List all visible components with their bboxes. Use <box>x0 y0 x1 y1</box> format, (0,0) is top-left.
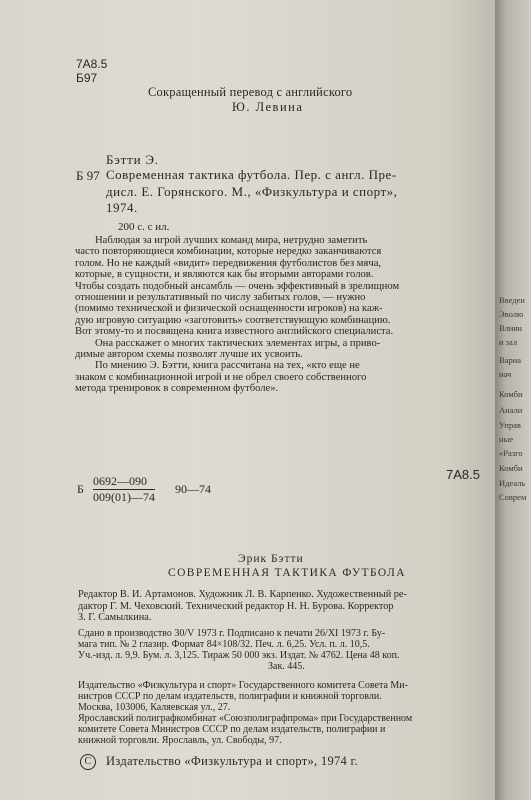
right-page-fragment: и зал <box>499 337 518 347</box>
print-details-line: мага тип. № 2 глазир. Формат 84×108/32. Печ. л. 6,25. Усл. п. л. 10,5. <box>78 639 370 650</box>
print-details-line: Уч.-изд. л. 9,9. Бум. л. 3,125. Тираж 50 000 экз. Издат. № 4762. Цена 48 коп. <box>78 650 400 661</box>
card-author: Бэтти Э. <box>106 152 159 167</box>
print-details-line: Сдано в производство 30/V 1973 г. Подписано к печати 26/XI 1973 г. Бу- <box>78 628 386 639</box>
code-prefix: Б <box>77 482 84 496</box>
publisher-line: Издательство «Физкультура и спорт» Государственного комитета Совета Ми- <box>78 680 408 691</box>
imprint-editors-line: З. Г. Самылкина. <box>78 612 152 624</box>
publisher-line: комитете Совета Министров СССР по делам издательств, полиграфии и <box>78 724 386 735</box>
code-suffix: 90—74 <box>175 482 211 496</box>
code-fraction <box>93 474 155 505</box>
classification-code-line2: Б97 <box>76 71 98 85</box>
adjacent-page-edge <box>495 0 531 800</box>
card-title-line: Современная тактика футбола. Пер. с англ. Пре- <box>106 167 397 182</box>
translation-note-line1: Сокращенный перевод с английского <box>148 85 353 99</box>
card-annotation <box>75 235 480 395</box>
imprint-title: СОВРЕМЕННАЯ ТАКТИКА ФУТБОЛА <box>168 567 406 579</box>
imprint-print-details <box>78 628 399 672</box>
translation-note-translator: Ю. Левина <box>232 100 304 114</box>
annotation-line: отношении и результативный по числу забитых голов, — нужно <box>75 292 366 304</box>
imprint-copyright <box>80 754 358 770</box>
annotation-line: Чтобы создать подобный ансамбль — очень эффективный в зрелищном <box>75 280 400 292</box>
annotation-line: дую игровую ситуацию «заготовить» соответствующую комбинацию. <box>75 314 391 326</box>
right-page-fragment: Эволю <box>499 309 524 319</box>
annotation-line: Она расскажет о многих тактических элементах игры, а приво- <box>95 337 381 349</box>
annotation-line: (помимо технической и физической оснащенности игроков) на каж- <box>75 303 383 315</box>
annotation-line: часто повторяющиеся комбинации, которые нередко заканчиваются <box>75 246 382 258</box>
annotation-line: метода тренировок в современном футболе». <box>75 383 279 395</box>
annotation-line: Наблюдая за игрой лучших команд мира, нетрудно заметить <box>95 235 368 246</box>
card-title <box>106 167 397 217</box>
code-denominator: 009(01)—74 <box>93 490 155 504</box>
copyright-symbol: C <box>80 754 96 770</box>
card-pages: 200 с. с ил. <box>118 221 170 233</box>
copyright-text: Издательство «Физкультура и спорт», 1974 г. <box>106 754 358 768</box>
publisher-line: Москва, 103006, Каляевская ул., 27. <box>78 702 231 713</box>
right-page-fragment: Комби <box>499 463 523 473</box>
annotation-line: голом. Но не каждый «видит» передвижения футболистов без мяча, <box>75 257 382 269</box>
annotation-line: которые, в сущности, и являются как бы вторыми авторами голов. <box>75 269 374 281</box>
annotation-line: димые автором схемы позволят лучше их усвоить. <box>75 349 303 361</box>
right-page-fragment: нач <box>499 369 512 379</box>
publisher-line: Ярославский полиграфкомбинат «Союзполиграфпрома» при Государственном <box>78 713 413 724</box>
right-page-fragment: Управ <box>499 420 521 430</box>
code-numerator: 0692—090 <box>93 474 155 490</box>
right-page-fragment: Вариа <box>499 355 522 365</box>
classification-code <box>76 57 107 85</box>
right-page-fragment: Соврем <box>499 492 527 502</box>
imprint-editors-line: дактор Г. М. Чеховский. Технический редактор Н. Н. Бурова. Корректор <box>78 600 394 612</box>
classification-code-line1: 7А8.5 <box>76 57 108 71</box>
code-right: 7А8.5 <box>446 467 480 482</box>
publisher-line: нистров СССР по делам издательств, полиграфии и книжной торговли. <box>78 691 382 702</box>
publisher-line: книжной торговли. Ярославль, ул. Свободы, 97. <box>78 735 282 746</box>
annotation-line: знаком с комбинационной игрой и не обрел своего собственного <box>75 371 367 383</box>
card-title-line: дисл. Е. Горянского. М., «Физкультура и спорт», <box>106 183 398 199</box>
card-title-line: 1974. <box>106 200 138 215</box>
imprint-editors <box>78 589 407 624</box>
translation-note <box>148 85 352 115</box>
annotation-line: По мнению Э. Бэтти, книга рассчитана на тех, «кто еще не <box>95 360 360 372</box>
right-page-fragment: Влиян <box>499 323 522 333</box>
right-page-fragment: Введен <box>499 295 525 305</box>
right-page-fragment: «Разго <box>499 448 523 458</box>
right-page-fragment: Идеаль <box>499 478 526 488</box>
imprint-editors-line: Редактор В. И. Артамонов. Художник Л. В. Карпенко. Художественный ре- <box>78 589 407 600</box>
print-details-line: Зак. 445. <box>268 661 305 672</box>
imprint-publisher <box>78 680 412 746</box>
right-page-fragment: Комби <box>499 389 523 399</box>
right-page-fragment: ные <box>499 434 514 444</box>
imprint-author: Эрик Бэтти <box>238 553 304 565</box>
right-page-fragment: Анали <box>499 405 523 415</box>
annotation-line: Вот этому-то и посвящена книга известного английского специалиста. <box>75 326 394 338</box>
card-index: Б 97 <box>76 168 100 183</box>
